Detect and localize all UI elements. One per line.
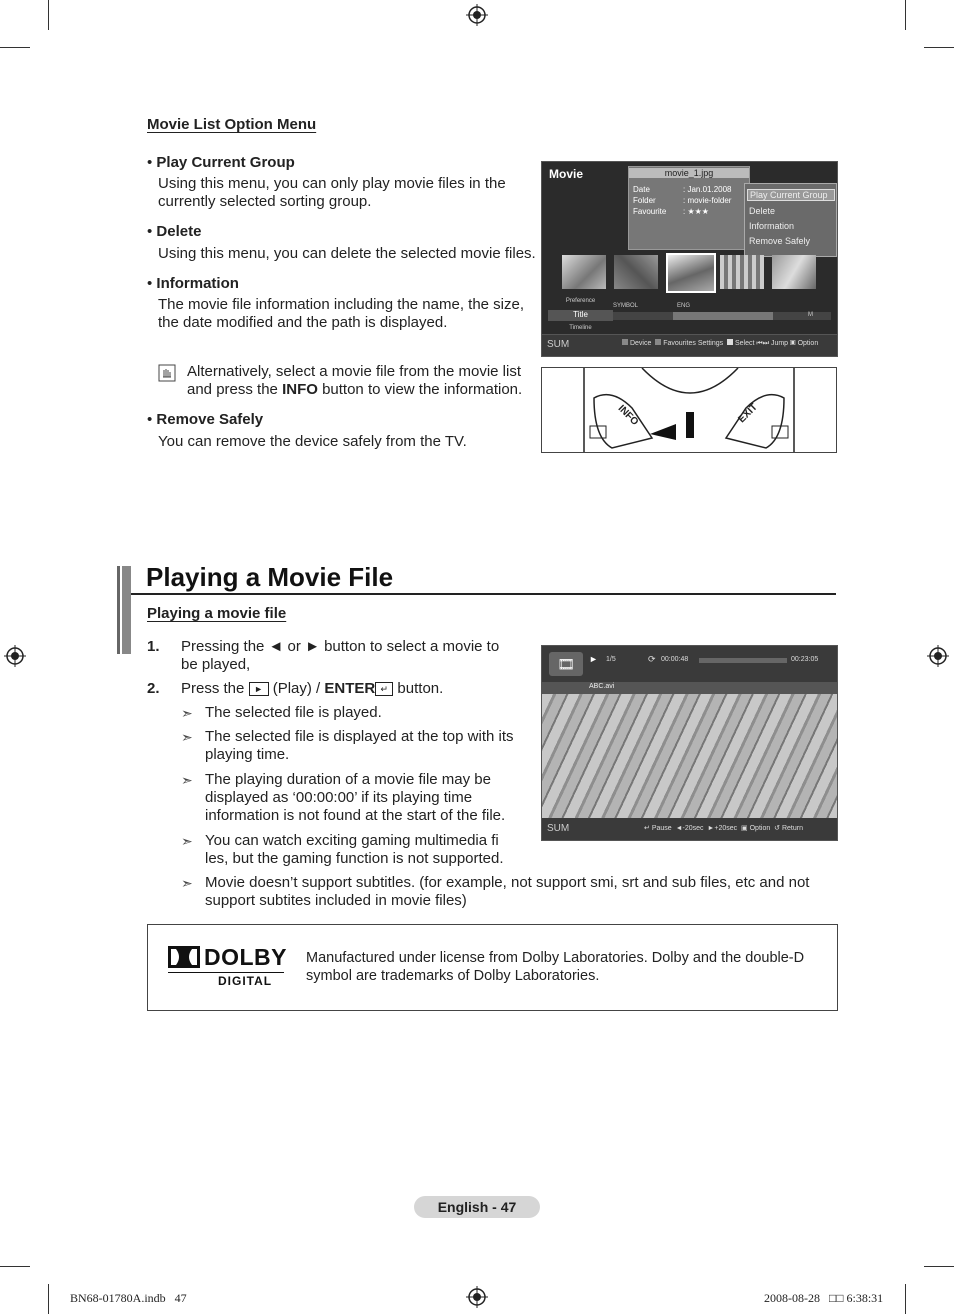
legend-option[interactable]: Option [797, 340, 819, 347]
movie-icon: 🎞 [549, 652, 583, 676]
bottom-bar-legend [622, 339, 818, 348]
sum-logo: SUM [547, 339, 570, 350]
rewind-icon: ◄ [675, 825, 683, 832]
return-icon: ↺ [774, 825, 780, 832]
option-icon: ▣ [790, 340, 796, 347]
screen-header: Movie [549, 167, 584, 181]
tab-title[interactable]: Title [548, 310, 613, 321]
remove-safely-desc: You can remove the device safely from the TV. [158, 433, 467, 450]
bullet-delete: • Delete [147, 223, 202, 240]
note-1: ➣ The selected file is played. [181, 704, 382, 721]
tab-timeline[interactable]: Timeline [569, 325, 592, 331]
step-2-text: Press the ► (Play) / ENTER ↵ button. [181, 680, 444, 697]
dolby-digital-label: DIGITAL [218, 974, 273, 988]
sum-logo: SUM [547, 823, 570, 834]
alphabet-highlight [673, 312, 773, 320]
dolby-logo [168, 946, 286, 988]
play-current-group-desc: Using this menu, you can only play movie files in the currently selected sorting group. [158, 175, 506, 210]
info-favourite-label: Favourite [633, 207, 667, 216]
info-date-label: Date [633, 185, 650, 194]
note-arrow-icon: ➣ [181, 833, 193, 849]
play-button-icon: ► [249, 682, 269, 696]
info-folder-value: : movie-folder [683, 196, 732, 205]
popup-item-information[interactable]: Information [749, 221, 795, 231]
step-1-text: Pressing the ◄ or ► button to select a movie to be played, [181, 638, 500, 673]
bullet-information: • Information [147, 275, 239, 292]
thumbnail[interactable] [720, 255, 764, 289]
play-state-icon: ► [589, 654, 598, 664]
delete-desc: Using this menu, you can delete the selected movie files. [158, 245, 536, 262]
legend-device[interactable]: Device [629, 340, 652, 347]
popup-item-play-current-group[interactable]: Play Current Group [747, 189, 835, 201]
crop-mark [905, 0, 906, 30]
dolby-text: Manufactured under license from Dolby Laboratories. Dolby and the double-D symbol are trademarks of Dolby Laboratories. [306, 950, 805, 984]
remote-illustration [541, 367, 837, 453]
dolby-wordmark: DOLBY [204, 944, 287, 970]
legend-pause[interactable]: Pause [651, 825, 672, 832]
print-date: 2008-08-28 □□ 6:38:31 [764, 1291, 884, 1305]
legend-jump[interactable]: Jump [770, 340, 789, 347]
step-1-number: 1. [147, 638, 160, 655]
exit-button-label[interactable]: EXIT [736, 401, 760, 426]
dolby-logo-rule [168, 972, 284, 973]
section-rule [131, 593, 836, 595]
crop-mark [48, 1284, 49, 1314]
information-desc: The movie file information including the name, the size, the date modified and the path is displayed. [158, 296, 525, 331]
note-arrow-icon: ➣ [181, 875, 193, 891]
tab-preference[interactable]: Preference [565, 298, 596, 304]
total-time: 00:23:05 [791, 656, 819, 663]
registration-mark-icon [927, 645, 949, 667]
repeat-icon: ⟳ [648, 654, 656, 664]
thumbnail-selected[interactable] [666, 253, 716, 293]
progress-bar[interactable] [699, 658, 787, 663]
playback-legend [644, 824, 803, 832]
note-3: ➣ The playing duration of a movie file may be displayed as ‘00:00:00’ if its playing time information is not found at the start of the file. [181, 771, 506, 824]
note-arrow-icon: ➣ [181, 729, 193, 745]
info-date-value: : Jan.01.2008 [683, 185, 732, 194]
file-name: movie_1.jpg [629, 168, 749, 178]
legend-return[interactable]: Return [781, 825, 803, 832]
jump-icon: ⏮⏭ [756, 340, 769, 347]
crop-mark [924, 1266, 954, 1267]
note-hand-icon [158, 364, 176, 382]
registration-mark-icon [466, 4, 488, 26]
crop-mark [924, 47, 954, 48]
remote-control-icon [542, 368, 836, 452]
option-popup [744, 183, 837, 257]
option-icon: ▣ [741, 825, 748, 832]
eng-label: ENG [677, 303, 691, 309]
legend-minus-20[interactable]: -20sec [682, 825, 704, 832]
thumbnail[interactable] [562, 255, 606, 289]
note-2: ➣ The selected file is displayed at the top with its playing time. [181, 728, 514, 763]
legend-select[interactable]: Select [734, 340, 755, 347]
thumbnail[interactable] [772, 255, 816, 289]
thumbnail[interactable] [614, 255, 658, 289]
playback-top-bar [542, 646, 837, 682]
registration-mark-icon [4, 645, 26, 667]
enter-icon: ↵ [375, 682, 393, 696]
playback-artwork [542, 694, 837, 818]
bullet-play-current-group: • Play Current Group [147, 154, 295, 171]
file-count: 1/5 [606, 656, 616, 663]
note-arrow-icon: ➣ [181, 705, 193, 721]
note-4: ➣ You can watch exciting gaming multimedia fi les, but the gaming function is not supported. [181, 832, 504, 867]
crop-mark [905, 1284, 906, 1314]
elapsed-time: 00:00:48 [661, 656, 689, 663]
double-d-icon [168, 946, 200, 968]
info-button-label[interactable]: INFO [615, 403, 641, 428]
step-2-number: 2. [147, 680, 160, 697]
registration-mark-icon [466, 1286, 488, 1308]
section-subtitle: Playing a movie file [147, 605, 287, 622]
crop-mark [48, 0, 49, 30]
info-folder-label: Folder [633, 196, 656, 205]
crop-mark [0, 47, 30, 48]
crop-mark [0, 1266, 30, 1267]
legend-favourites[interactable]: Favourites Settings [663, 340, 724, 347]
symbol-label: SYMBOL [613, 303, 639, 309]
bullet-remove-safely: • Remove Safely [147, 411, 264, 428]
print-file-name: BN68-01780A.indb 47 [70, 1291, 187, 1305]
legend-option[interactable]: Option [749, 825, 771, 832]
playing-file-name: ABC.avi [589, 683, 615, 690]
info-favourite-value: : ★★★ [683, 207, 709, 216]
file-info-panel [628, 166, 750, 250]
forward-icon: ► [707, 825, 715, 832]
playback-screen [541, 645, 838, 841]
option-menu-title: Movie List Option Menu [147, 116, 317, 133]
popup-item-delete[interactable]: Delete [749, 206, 776, 216]
note-5: ➣ Movie doesn’t support subtitles. (for example, not support smi, srt and sub files, etc and not support subtites included in movie files) [181, 874, 810, 909]
filename-bar [542, 682, 837, 694]
movie-list-screen [541, 161, 838, 357]
popup-item-remove-safely[interactable]: Remove Safely [749, 236, 811, 246]
legend-plus-20[interactable]: +20sec [714, 825, 738, 832]
m-label: M [808, 312, 813, 318]
section-title: Playing a Movie File [146, 562, 394, 592]
enter-icon: ↵ [644, 825, 650, 832]
note-arrow-icon: ➣ [181, 772, 193, 788]
info-tip: Alternatively, select a movie file from the movie list and press the INFO button to view the information. [187, 363, 523, 398]
section-side-bar [117, 566, 131, 654]
page-number: English - 47 [414, 1196, 540, 1218]
